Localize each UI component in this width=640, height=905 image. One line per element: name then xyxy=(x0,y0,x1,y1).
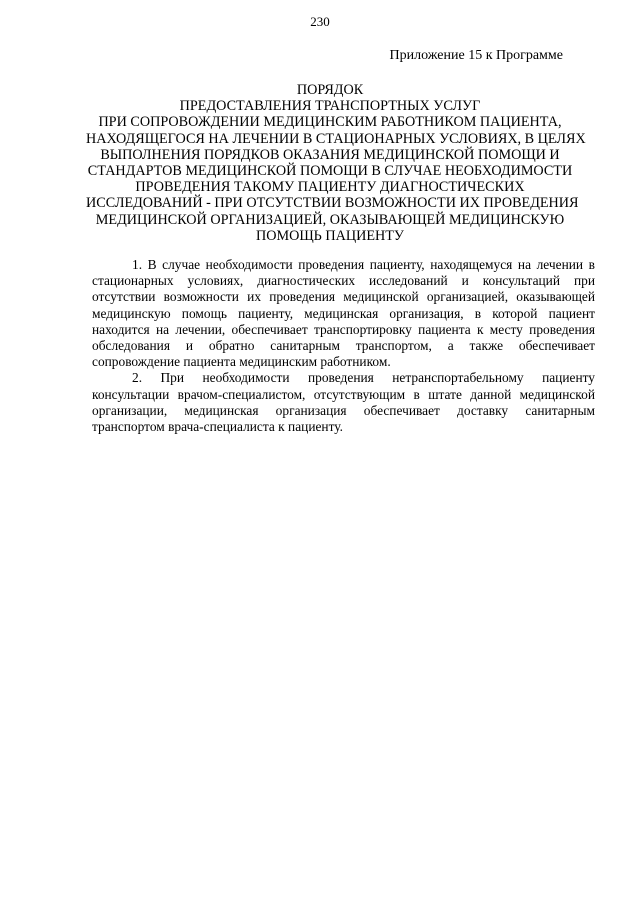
title-line: ВЫПОЛНЕНИЯ ПОРЯДКОВ ОКАЗАНИЯ МЕДИЦИНСКОЙ ПОМОЩИ И xyxy=(100,146,560,163)
page-number: 230 xyxy=(310,14,330,29)
document-body xyxy=(92,257,595,435)
title-line: ПРЕДОСТАВЛЕНИЯ ТРАНСПОРТНЫХ УСЛУГ xyxy=(179,98,481,115)
title-line: НАХОДЯЩЕГОСЯ НА ЛЕЧЕНИИ В СТАЦИОНАРНЫХ УСЛОВИЯХ, В ЦЕЛЯХ xyxy=(86,130,586,147)
title-line: ПОМОЩЬ ПАЦИЕНТУ xyxy=(256,227,404,244)
paragraph-2: 2. При необходимости проведения нетранспортабельному пациенту консультации врачом-специалистом, отсутствующим в штате данной медицинской организации, медицинская организация обеспечивает доставку санитарным транспортом врача-специалиста к пациенту. xyxy=(92,370,595,435)
paragraph-1: 1. В случае необходимости проведения пациенту, находящемуся на лечении в стационарных условиях, диагностических исследований и консультаций при отсутствии возможности их проведения медицинской организацией, оказывающей медицинскую помощь пациенту, медицинская организация, в которой пациент находится на лечении, обеспечивает транспортировку пациента к месту проведения обследования и обратно санитарным транспортом, а также обеспечивает сопровождение пациента медицинским работником. xyxy=(92,257,595,370)
title-line: СТАНДАРТОВ МЕДИЦИНСКОЙ ПОМОЩИ В СЛУЧАЕ НЕОБХОДИМОСТИ xyxy=(87,163,573,180)
title-line: ПРИ СОПРОВОЖДЕНИИ МЕДИЦИНСКИМ РАБОТНИКОМ ПАЦИЕНТА, xyxy=(98,114,562,131)
title-line: МЕДИЦИНСКОЙ ОРГАНИЗАЦИЕЙ, ОКАЗЫВАЮЩЕЙ МЕДИЦИНСКУЮ xyxy=(95,211,565,228)
title-line: ПРОВЕДЕНИЯ ТАКОМУ ПАЦИЕНТУ ДИАГНОСТИЧЕСКИХ xyxy=(135,179,525,196)
appendix-label: Приложение 15 к Программе xyxy=(389,48,563,63)
document-title xyxy=(86,82,586,244)
title-line: ПОРЯДОК xyxy=(296,82,364,98)
title-line: ИССЛЕДОВАНИЙ - ПРИ ОТСУТСТВИИ ВОЗМОЖНОСТИ ИХ ПРОВЕДЕНИЯ xyxy=(86,195,579,212)
